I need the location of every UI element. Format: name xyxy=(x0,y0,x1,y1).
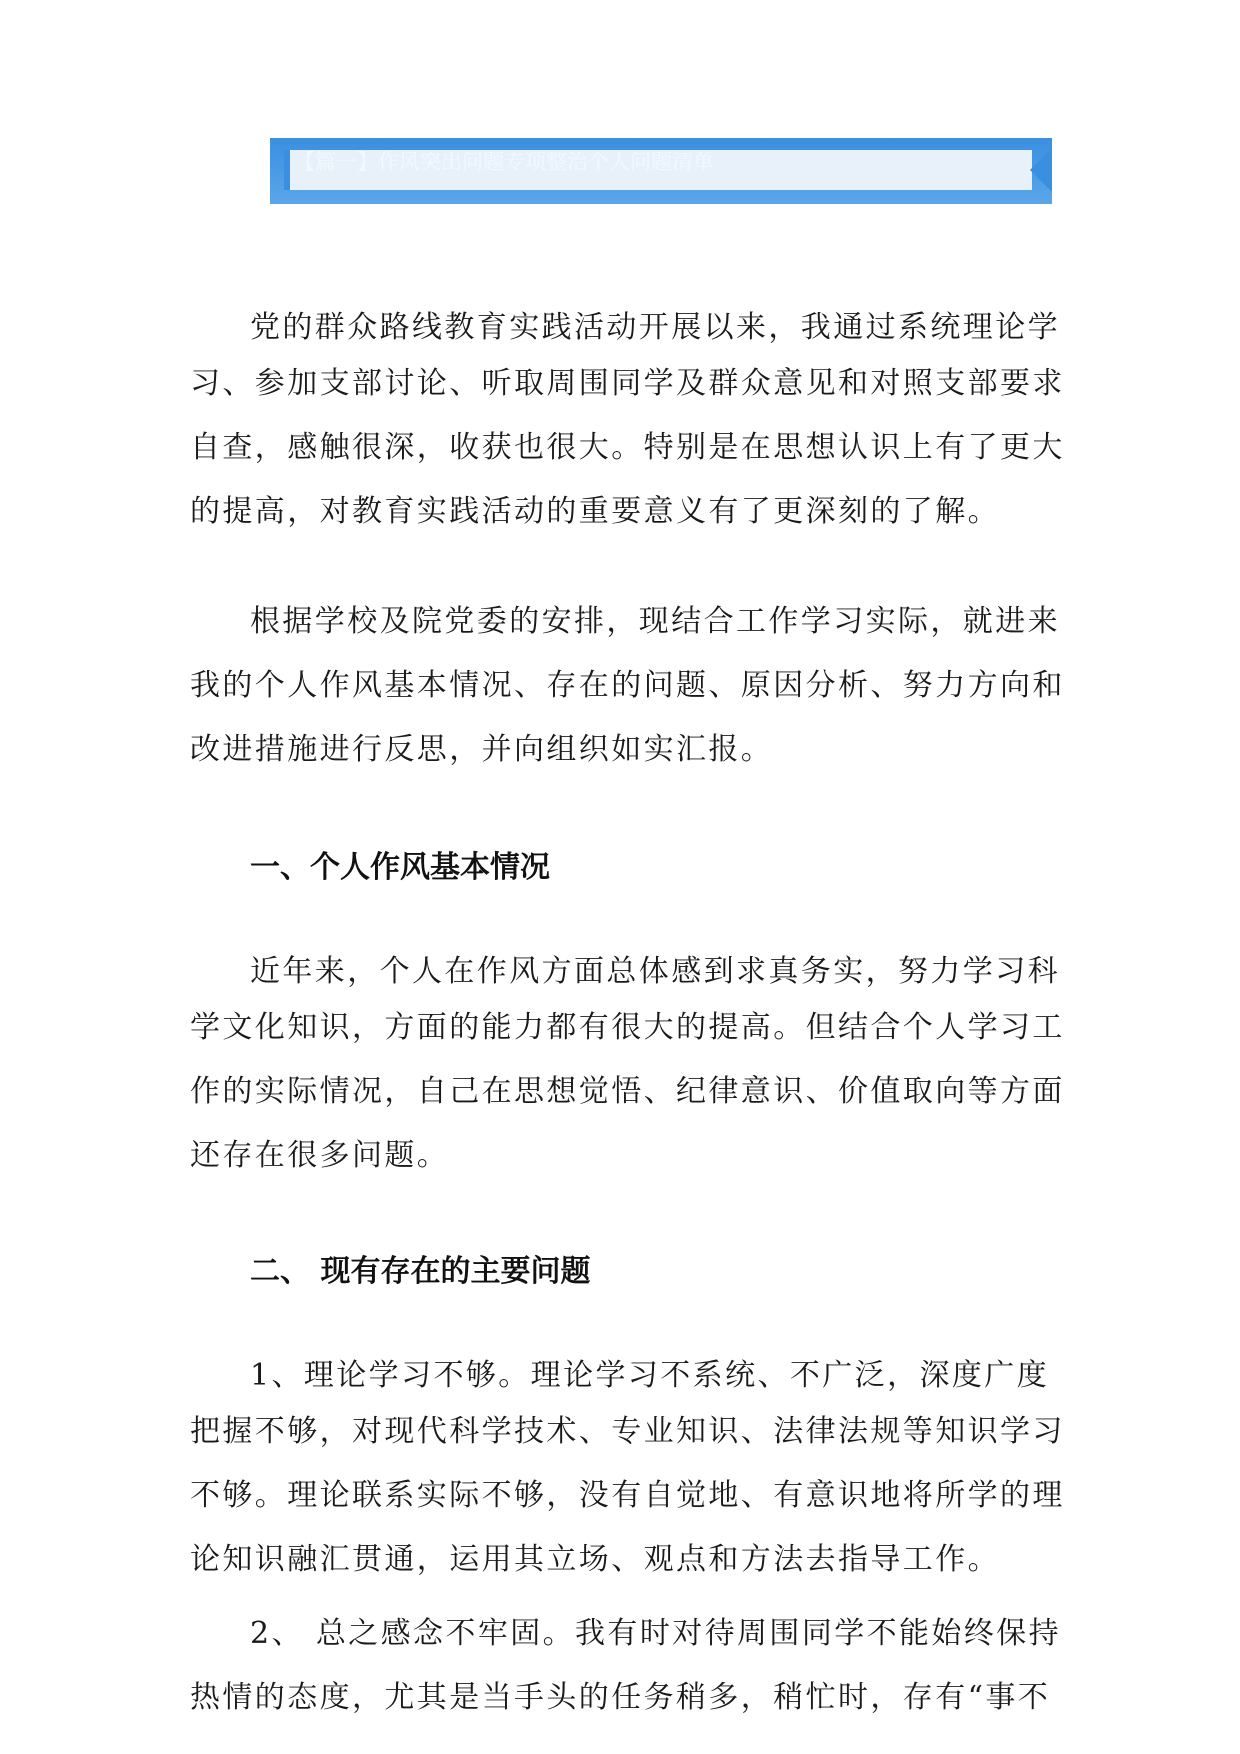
paragraph-line: 不够。理论联系实际不够，没有自觉地、有意识地将所学的理 xyxy=(190,1478,1065,1513)
paragraph-line: 2、 总之感念不牢固。我有时对待周围同学不能始终保持 xyxy=(250,1616,1062,1651)
section-heading-1: 一、个人作风基本情况 xyxy=(250,850,550,885)
paragraph-line: 的提高，对教育实践活动的重要意义有了更深刻的了解。 xyxy=(190,494,1000,529)
paragraph-line: 习、参加支部讨论、听取周围同学及群众意见和对照支部要求 xyxy=(190,366,1065,401)
paragraph-intro xyxy=(190,300,1065,540)
paragraph-line: 把握不够，对现代科学技术、专业知识、法律法规等知识学习 xyxy=(190,1414,1065,1449)
banner-notch-decoration xyxy=(1030,148,1052,192)
paragraph-line: 论知识融汇贯通，运用其立场、观点和方法去指导工作。 xyxy=(190,1542,1000,1577)
paragraph-line: 热情的态度，尤其是当手头的任务稍多，稍忙时，存有“事不 xyxy=(190,1680,1051,1715)
title-banner xyxy=(270,138,1052,204)
paragraph-line: 1、理论学习不够。理论学习不系统、不广泛，深度广度 xyxy=(250,1358,1050,1393)
paragraph-line: 自查，感触很深，收获也很大。特别是在思想认识上有了更大 xyxy=(190,430,1065,465)
paragraph-line: 还存在很多问题。 xyxy=(190,1138,450,1173)
paragraph-line: 党的群众路线教育实践活动开展以来，我通过系统理论学 xyxy=(250,310,1060,345)
paragraph-line: 根据学校及院党委的安排，现结合工作学习实际，就进来 xyxy=(250,604,1060,639)
paragraph-problem-2 xyxy=(190,1598,1062,1726)
paragraph-problem-1 xyxy=(190,1348,1065,1588)
paragraph-line: 我的个人作风基本情况、存在的问题、原因分析、努力方向和 xyxy=(190,668,1065,703)
paragraph-line: 学文化知识，方面的能力都有很大的提高。但结合个人学习工 xyxy=(190,1010,1065,1045)
paragraph-arrangement xyxy=(190,594,1065,778)
section-heading-2: 二、 现有存在的主要问题 xyxy=(250,1254,591,1289)
paragraph-line: 近年来，个人在作风方面总体感到求真务实，努力学习科 xyxy=(250,954,1060,989)
paragraph-line: 改进措施进行反思，并向组织如实汇报。 xyxy=(190,732,774,767)
document-title: 【篇一】作风突出问题专项整治个人问题清单 xyxy=(294,150,714,174)
paragraph-line: 作的实际情况，自己在思想觉悟、纪律意识、价值取向等方面 xyxy=(190,1074,1065,1109)
title-banner-inner xyxy=(284,150,1032,190)
paragraph-basic-situation xyxy=(190,944,1065,1184)
